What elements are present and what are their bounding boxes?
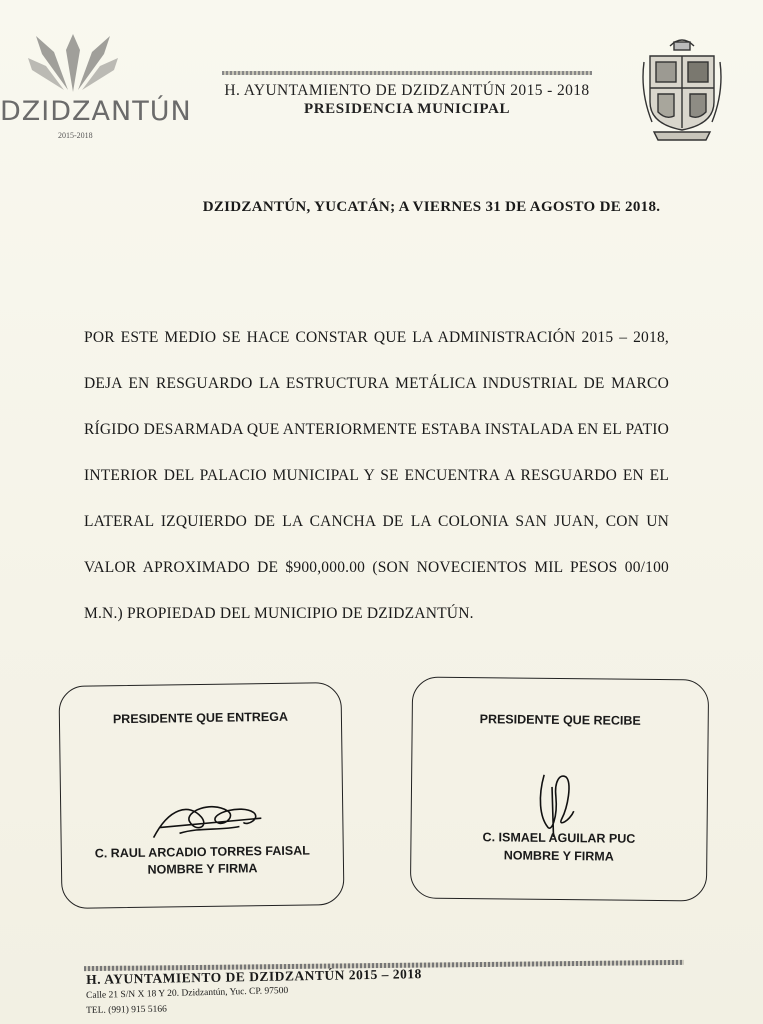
signer-role: NOMBRE Y FIRMA bbox=[503, 848, 614, 864]
signature-label: PRESIDENTE QUE RECIBE bbox=[479, 712, 641, 728]
handwritten-signature-icon bbox=[149, 796, 270, 844]
signer-role: NOMBRE Y FIRMA bbox=[147, 861, 258, 877]
coat-of-arms-icon bbox=[640, 32, 724, 144]
footer-title: H. AYUNTAMIENTO DE DZIDZANTÚN 2015 – 2018 bbox=[86, 966, 422, 987]
document-date: DZIDZANTÚN, YUCATÁN; A VIERNES 31 DE AGOSTO DE 2018. bbox=[202, 199, 661, 215]
header-divider bbox=[222, 71, 592, 75]
signature-label: PRESIDENTE QUE ENTREGA bbox=[112, 709, 289, 727]
signer-name: C. RAUL ARCADIO TORRES FAISAL bbox=[94, 843, 310, 861]
municipal-logo bbox=[0, 30, 192, 150]
signature-box-delivering bbox=[58, 682, 344, 909]
leaf-emblem-icon bbox=[28, 30, 118, 96]
signer-name: C. ISMAEL AGUILAR PUC bbox=[482, 830, 636, 846]
logo-wordmark: DZIDZANTÚN bbox=[0, 96, 192, 127]
footer-phone: TEL. (991) 915 5166 bbox=[86, 1004, 167, 1016]
signature-box-receiving bbox=[410, 676, 709, 901]
header-subtitle: PRESIDENCIA MUNICIPAL bbox=[303, 101, 511, 117]
logo-years: 2015-2018 bbox=[58, 131, 93, 140]
document-body: POR ESTE MEDIO SE HACE CONSTAR QUE LA ADMINISTRACIÓN 2015 – 2018, DEJA EN RESGUARDO LA ESTRUCTURA METÁLICA INDUSTRIAL DE MARCO RÍGIDO DESARMADA QUE ANTERIORMENTE ESTABA INSTALADA EN EL PATIO INTERIOR DEL PALACIO MUNICIPAL Y SE ENCUENTRA A RESGUARDO EN EL LATERAL IZQUIERDO DE LA CANCHA DE LA COLONIA SAN JUAN, CON UN VALOR APROXIMADO DE $900,000.00 (SON NOVECIENTOS MIL PESOS 00/100 M.N.) PROPIEDAD DEL MUNICIPIO DE DZIDZANTÚN. bbox=[84, 329, 669, 622]
footer-address: Calle 21 S/N X 18 Y 20. Dzidzantún, Yuc. CP. 97500 bbox=[86, 986, 289, 1001]
header-title: H. AYUNTAMIENTO DE DZIDZANTÚN 2015 - 2018 bbox=[224, 82, 590, 99]
